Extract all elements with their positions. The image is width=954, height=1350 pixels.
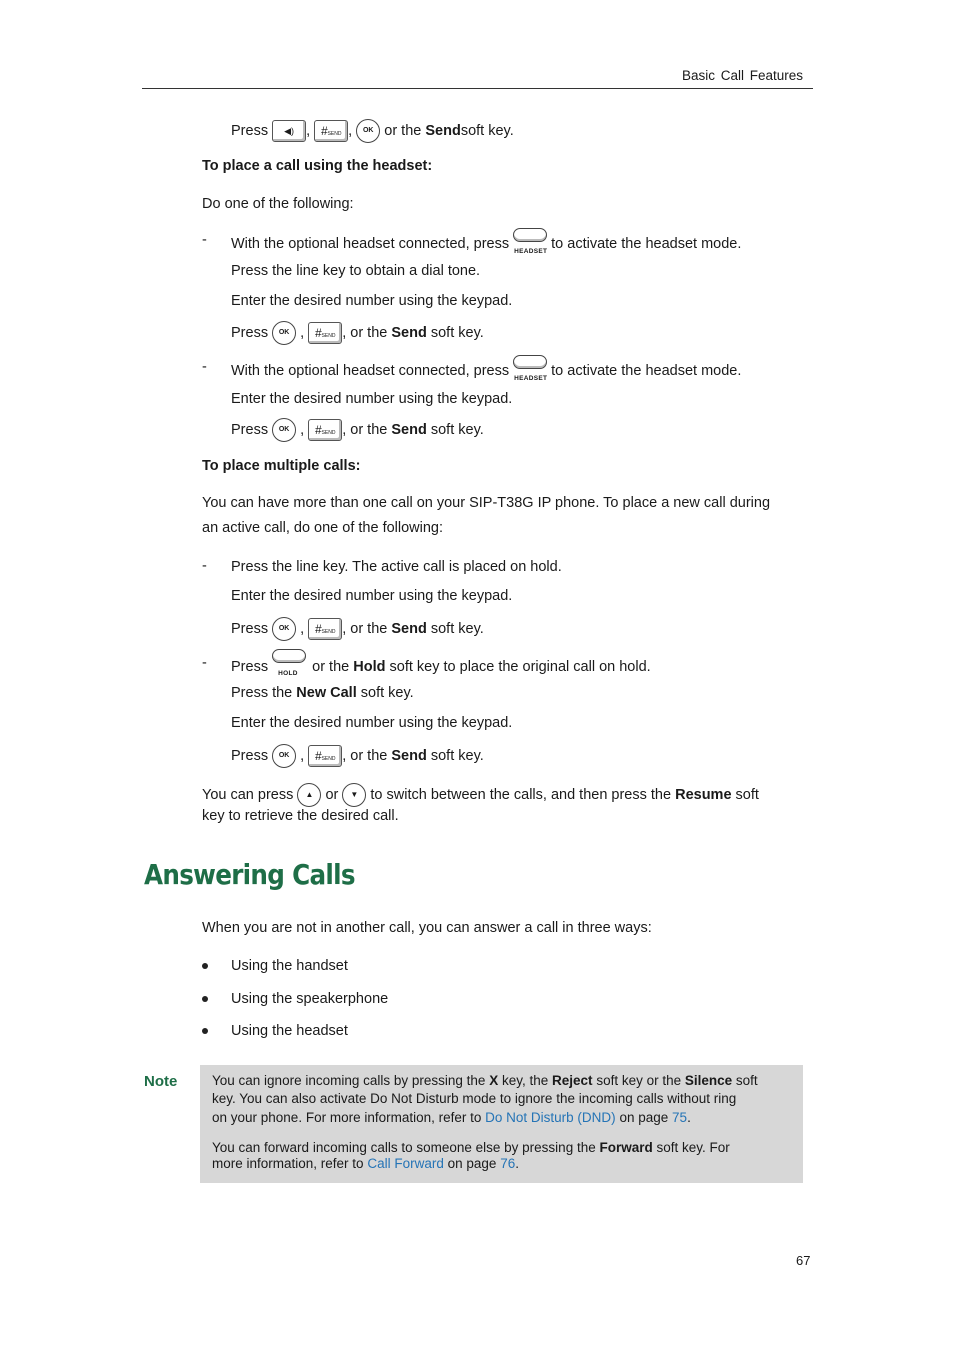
- dash-marker: -: [202, 359, 207, 375]
- headset-opt1-line1: With the optional headset connected, press HEADSET to activate the headset mode.: [231, 232, 741, 256]
- page-75-link[interactable]: 75: [672, 1110, 688, 1125]
- ok-key-icon: OK: [272, 617, 296, 641]
- bullet-icon: [202, 996, 208, 1002]
- answer-option: Using the headset: [231, 1023, 348, 1039]
- call-forward-link[interactable]: Call Forward: [367, 1156, 444, 1171]
- note-p2-line2: more information, refer to Call Forward on page 76.: [212, 1156, 519, 1171]
- intro-press-line: Press ◀) , #SEND , OK or the Sendsoft key.: [231, 119, 514, 143]
- multiple-opt2-line2: Press the New Call soft key.: [231, 685, 414, 701]
- answer-option: Using the handset: [231, 958, 348, 974]
- press-send-line: Press OK , #SEND , or the Send soft key.: [231, 418, 484, 442]
- multiple-opt2-line3: Enter the desired number using the keypad.: [231, 715, 513, 731]
- multiple-intro-line2: an active call, do one of the following:: [202, 520, 444, 536]
- headset-intro: Do one of the following:: [202, 196, 354, 212]
- note-p1-line2: key. You can also activate Do Not Disturb mode to ignore the incoming calls without ring: [212, 1091, 737, 1106]
- multiple-opt1-line1: Press the line key. The active call is placed on hold.: [231, 559, 562, 575]
- press-send-line: Press OK , #SEND , or the Send soft key.: [231, 744, 484, 768]
- headset-opt2-line1: With the optional headset connected, press HEADSET to activate the headset mode.: [231, 359, 741, 383]
- press-send-line: Press OK , #SEND , or the Send soft key.: [231, 321, 484, 345]
- page-number: 67: [796, 1253, 811, 1268]
- send-key-icon: #SEND: [308, 745, 342, 767]
- press-send-line: Press OK , #SEND , or the Send soft key.: [231, 617, 484, 641]
- send-key-icon: #SEND: [308, 618, 342, 640]
- multiple-opt1-line2: Enter the desired number using the keypad.: [231, 588, 513, 604]
- up-key-icon: ▲: [297, 783, 321, 807]
- switch-calls-line2: key to retrieve the desired call.: [202, 808, 399, 824]
- dnd-link[interactable]: Do Not Disturb (DND): [485, 1110, 616, 1125]
- multiple-heading: To place multiple calls:: [202, 458, 361, 474]
- headset-key-icon: HEADSET: [513, 359, 547, 383]
- section-title: Answering Calls: [144, 858, 355, 891]
- headset-heading: To place a call using the headset:: [202, 158, 433, 174]
- multiple-intro-line1: You can have more than one call on your SIP-T38G IP phone. To place a new call during: [202, 495, 771, 511]
- multiple-opt2-line1: Press HOLD or the Hold soft key to place the original call on hold.: [231, 655, 651, 679]
- send-key-icon: #SEND: [308, 322, 342, 344]
- ok-key-icon: OK: [272, 744, 296, 768]
- dash-marker: -: [202, 655, 207, 671]
- running-header: Basic Call Features: [682, 68, 804, 83]
- note-p2-line1: You can forward incoming calls to someone else by pressing the Forward soft key. For: [212, 1140, 730, 1155]
- send-key-icon: #SEND: [314, 120, 348, 142]
- headset-opt2-line2: Enter the desired number using the keypad.: [231, 391, 513, 407]
- bullet-icon: [202, 1028, 208, 1034]
- headset-opt1-line3: Enter the desired number using the keypad.: [231, 293, 513, 309]
- answer-option: Using the speakerphone: [231, 991, 389, 1007]
- header-rule: [142, 88, 813, 89]
- bullet-icon: [202, 963, 208, 969]
- send-key-icon: #SEND: [308, 419, 342, 441]
- speaker-key-icon: ◀): [272, 120, 306, 142]
- hold-key-icon: HOLD: [272, 655, 308, 679]
- note-label: Note: [144, 1073, 178, 1090]
- ok-key-icon: OK: [272, 321, 296, 345]
- send-softkey-label: Send: [425, 122, 461, 139]
- dash-marker: -: [202, 232, 207, 248]
- page-76-link[interactable]: 76: [500, 1156, 516, 1171]
- down-key-icon: ▼: [342, 783, 366, 807]
- note-p1-line1: You can ignore incoming calls by pressing the X key, the Reject soft key or the Silence soft: [212, 1073, 758, 1088]
- dash-marker: -: [202, 558, 207, 574]
- note-p1-line3: on your phone. For more information, refer to Do Not Disturb (DND) on page 75.: [212, 1110, 691, 1125]
- answering-intro: When you are not in another call, you can answer a call in three ways:: [202, 920, 652, 936]
- switch-calls-line1: You can press ▲ or ▼ to switch between the calls, and then press the Resume soft: [202, 783, 759, 807]
- headset-key-icon: HEADSET: [513, 232, 547, 256]
- ok-key-icon: OK: [356, 119, 380, 143]
- headset-opt1-line2: Press the line key to obtain a dial tone.: [231, 263, 481, 279]
- ok-key-icon: OK: [272, 418, 296, 442]
